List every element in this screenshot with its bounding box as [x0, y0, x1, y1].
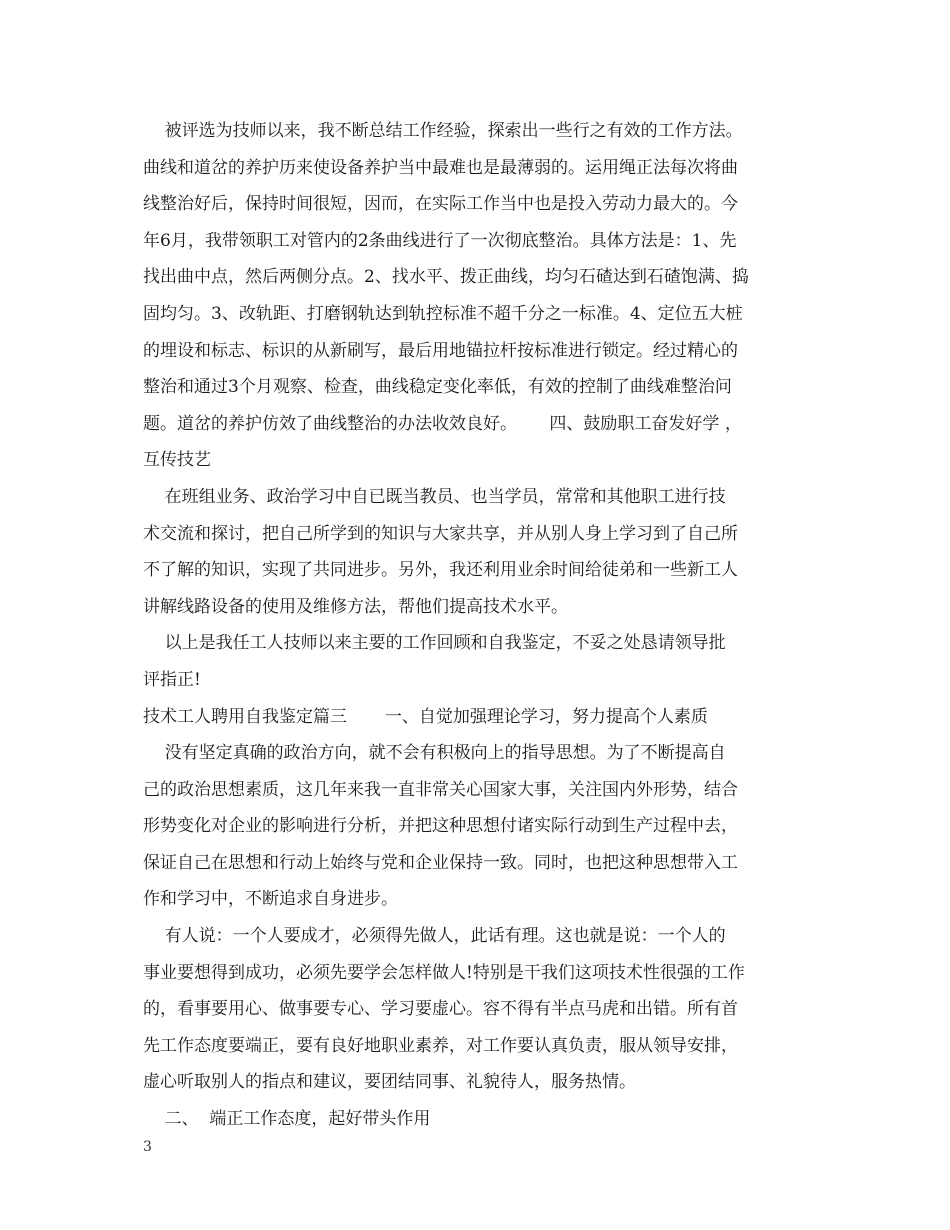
text-line: 形势变化对企业的影响进行分析，并把这种思想付诸实际行动到生产过程中去，: [143, 816, 738, 837]
text-line: 术交流和探讨，把自己所学到的知识与大家共享，并从别人身上学习到了自己所: [143, 523, 738, 544]
section-heading-line: 互传技艺: [143, 450, 211, 471]
text-line: 题。道岔的养护仿效了曲线整治的办法收效良好。 四、鼓励职工奋发好学 ，: [143, 413, 742, 434]
text-line: 找出曲中点，然后两侧分点。2、找水平、拨正曲线，均匀石碴达到石碴饱满、捣: [143, 267, 749, 288]
page-number: 3: [143, 1139, 152, 1155]
section-heading-line: 二、 端正工作态度，起好带头作用: [143, 1109, 431, 1130]
text-line: 先工作态度要端正，要有良好地职业素养，对工作要认真负责，服从领导安排，: [143, 1035, 738, 1056]
text-line: 讲解线路设备的使用及维修方法，帮他们提高技术水平。: [143, 596, 568, 617]
text-line: 整治和通过3个月观察、检查，曲线稳定变化率低，有效的控制了曲线难整治问: [143, 377, 732, 398]
text-line: 保证自己在思想和行动上始终与党和企业保持一致。同时，也把这种思想带入工: [143, 852, 738, 873]
text-line: 被评选为技师以来，我不断总结工作经验，探索出一些行之有效的工作方法。: [143, 121, 743, 141]
text-line: 评指正!: [143, 669, 201, 690]
text-line: 不了解的知识，实现了共同进步。另外，我还利用业余时间给徒弟和一些新工人: [143, 560, 738, 581]
text-line: 固均匀。3、改轨距、打磨钢轨达到轨控标准不超千分之一标准。4、定位五大桩: [143, 303, 743, 324]
text-line: 有人说：一个人要成才，必须得先做人，此话有理。这也就是说：一个人的: [143, 926, 726, 947]
body-text: [143, 113, 808, 1138]
text-line: 年6月，我带领职工对管内的2条曲线进行了一次彻底整治。具体方法是：1、先: [143, 230, 737, 251]
section-title-line: 技术工人聘用自我鉴定篇三 一、自觉加强理论学习，努力提高个人素质: [143, 706, 708, 727]
text-line: 以上是我任工人技师以来主要的工作回顾和自我鉴定，不妥之处恳请领导批: [143, 633, 726, 654]
text-line: 的埋设和标志、标识的从新刷写，最后用地锚拉杆按标准进行锁定。经过精心的: [143, 340, 738, 361]
text-line: 作和学习中，不断追求自身进步。: [143, 889, 398, 910]
text-line: 事业要想得到成功，必须先要学会怎样做人!特别是干我们这项技术性很强的工作: [143, 962, 745, 983]
text-line: 曲线和道岔的养护历来使设备养护当中最难也是最薄弱的。运用绳正法每次将曲: [143, 157, 738, 178]
text-line: 己的政治思想素质，这几年来我一直非常关心国家大事，关注国内外形势，结合: [143, 779, 738, 800]
text-line: 没有坚定真确的政治方向，就不会有积极向上的指导思想。为了不断提高自: [143, 743, 726, 764]
text-line: 虚心听取别人的指点和建议，要团结同事、礼貌待人，服务热情。: [143, 1072, 636, 1093]
text-line: 在班组业务、政治学习中自已既当教员、也当学员，常常和其他职工进行技: [143, 486, 726, 507]
text-line: 的，看事要用心、做事要专心、学习要虚心。容不得有半点马虎和出错。所有首: [143, 999, 738, 1020]
text-line: 线整治好后，保持时间很短，因而，在实际工作当中也是投入劳动力最大的。今: [143, 194, 738, 215]
